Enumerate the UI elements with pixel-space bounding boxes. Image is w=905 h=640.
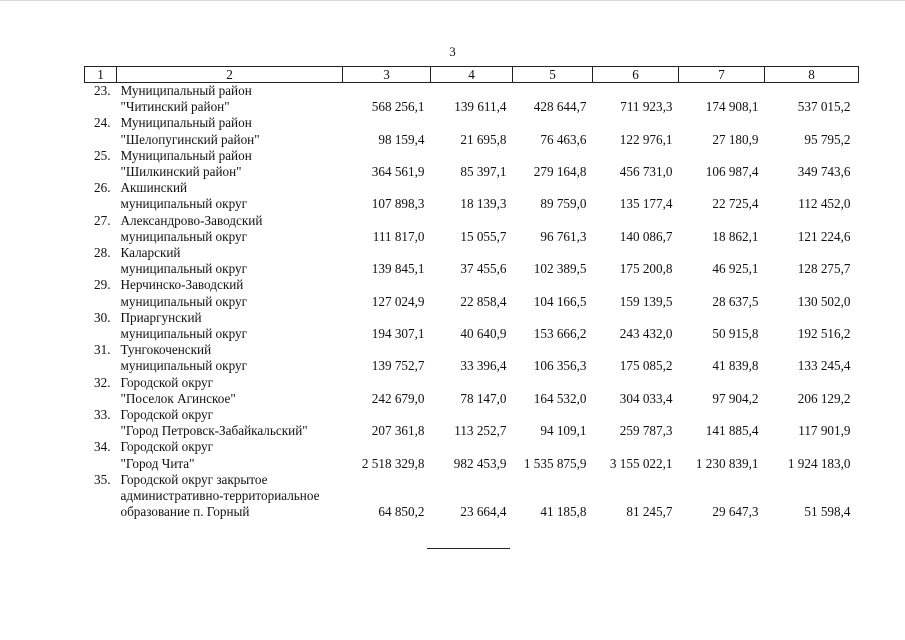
value-col-3: 111 817,0 — [372, 228, 425, 244]
value-col-3: 107 898,3 — [371, 196, 425, 212]
budget-table — [84, 66, 859, 520]
value-col-8: 133 245,4 — [797, 358, 851, 374]
municipality-name-line: муниципальный округ — [120, 261, 247, 277]
value-col-5: 104 166,5 — [533, 293, 587, 309]
value-col-6: 456 731,0 — [619, 164, 673, 180]
header-col-7: 7 — [679, 67, 765, 83]
value-col-7: 97 904,2 — [712, 390, 759, 406]
value-col-5: 279 164,8 — [533, 164, 587, 180]
header-col-4: 4 — [431, 67, 513, 83]
value-col-6: 711 923,3 — [620, 99, 673, 115]
value-col-4: 37 455,6 — [460, 261, 507, 277]
row-number: 31. — [94, 342, 111, 358]
value-col-7: 28 637,5 — [712, 293, 759, 309]
municipality-name — [117, 342, 343, 374]
end-rule-divider — [427, 548, 510, 549]
value-col-7: 27 180,9 — [712, 131, 759, 147]
value-col-5: 41 185,8 — [540, 504, 587, 520]
value-col-6: 243 432,0 — [619, 326, 673, 342]
value-col-4: 85 397,1 — [460, 164, 507, 180]
municipality-name-line: Акшинский — [120, 180, 188, 196]
value-col-3: 127 024,9 — [371, 293, 425, 309]
value-col-5: 76 463,6 — [540, 131, 587, 147]
row-number: 30. — [94, 309, 111, 325]
municipality-name-line: "Город Петровск-Забайкальский" — [120, 423, 308, 439]
municipality-name-line: Городской округ — [120, 374, 214, 390]
value-col-5: 428 644,7 — [533, 99, 587, 115]
row-number: 35. — [94, 471, 111, 487]
value-col-5: 1 535 875,9 — [523, 455, 587, 471]
row-number: 25. — [94, 147, 111, 163]
table-row — [85, 472, 859, 521]
table-row — [85, 407, 859, 439]
value-col-6: 175 200,8 — [619, 261, 673, 277]
row-number: 32. — [94, 374, 111, 390]
value-col-4: 18 139,3 — [460, 196, 507, 212]
municipality-name-line: муниципальный округ — [120, 196, 247, 212]
municipality-name-line: Городской округ — [120, 439, 214, 455]
municipality-name-line: Муниципальный район — [120, 147, 252, 163]
table-row — [85, 83, 859, 116]
value-col-7: 22 725,4 — [712, 196, 759, 212]
municipality-name-line: Городской округ — [120, 407, 214, 423]
municipality-name-line: "Читинский район" — [120, 99, 230, 115]
value-col-5: 96 761,3 — [540, 228, 587, 244]
municipality-name — [117, 148, 343, 180]
value-col-6: 81 245,7 — [626, 504, 673, 520]
value-col-5: 153 666,2 — [533, 326, 587, 342]
municipality-name-line: муниципальный округ — [120, 326, 247, 342]
value-col-6: 135 177,4 — [619, 196, 673, 212]
value-col-6: 175 085,2 — [619, 358, 673, 374]
value-col-4: 40 640,9 — [460, 326, 507, 342]
value-col-8: 95 795,2 — [804, 131, 851, 147]
row-number: 23. — [94, 83, 111, 98]
value-col-7: 46 925,1 — [712, 261, 759, 277]
value-col-8: 130 502,0 — [797, 293, 851, 309]
table-row — [85, 277, 859, 309]
municipality-name — [117, 310, 343, 342]
value-col-8: 117 901,9 — [798, 423, 851, 439]
row-number: 27. — [94, 212, 111, 228]
municipality-name-line: муниципальный округ — [120, 293, 247, 309]
municipality-name — [117, 213, 343, 245]
value-col-3: 194 307,1 — [371, 326, 425, 342]
table-header-row — [85, 67, 859, 83]
value-col-3: 64 850,2 — [378, 504, 425, 520]
value-col-4: 33 396,4 — [460, 358, 507, 374]
value-col-4: 113 252,7 — [454, 423, 507, 439]
table-row — [85, 115, 859, 147]
value-col-6: 304 033,4 — [619, 390, 673, 406]
table-row — [85, 180, 859, 212]
municipality-name — [117, 472, 343, 521]
value-col-8: 51 598,4 — [804, 504, 851, 520]
municipality-name-line: Каларский — [120, 245, 181, 261]
table-body — [85, 83, 859, 521]
value-col-3: 568 256,1 — [371, 99, 425, 115]
value-col-7: 41 839,8 — [712, 358, 759, 374]
value-col-7: 50 915,8 — [712, 326, 759, 342]
municipality-name-line: "Поселок Агинское" — [120, 390, 236, 406]
value-col-7: 174 908,1 — [705, 99, 759, 115]
value-col-7: 1 230 839,1 — [695, 455, 759, 471]
value-col-4: 21 695,8 — [460, 131, 507, 147]
table-row — [85, 245, 859, 277]
municipality-name — [117, 277, 343, 309]
value-col-5: 106 356,3 — [533, 358, 587, 374]
value-col-5: 94 109,1 — [540, 423, 587, 439]
page-number: 3 — [449, 44, 456, 59]
municipality-name-line: "Шелопугинский район" — [120, 131, 260, 147]
value-col-7: 141 885,4 — [705, 423, 759, 439]
municipality-name — [117, 407, 343, 439]
table-row — [85, 342, 859, 374]
value-col-4: 982 453,9 — [453, 455, 507, 471]
municipality-name-line: муниципальный округ — [120, 358, 247, 374]
value-col-3: 2 518 329,8 — [361, 455, 425, 471]
value-col-5: 102 389,5 — [533, 261, 587, 277]
municipality-name — [117, 375, 343, 407]
municipality-name-line: Нерчинско-Заводский — [120, 277, 244, 293]
municipality-name-line: муниципальный округ — [120, 228, 247, 244]
row-number: 24. — [94, 115, 111, 131]
value-col-8: 1 924 183,0 — [787, 455, 851, 471]
municipality-name-line: Приаргунский — [120, 309, 202, 325]
value-col-8: 121 224,6 — [797, 228, 851, 244]
municipality-name — [117, 83, 343, 116]
value-col-6: 140 086,7 — [619, 228, 673, 244]
table-row — [85, 148, 859, 180]
value-col-8: 349 743,6 — [797, 164, 851, 180]
header-col-3: 3 — [343, 67, 431, 83]
municipality-name-line: Александрово-Заводский — [120, 212, 263, 228]
table-row — [85, 375, 859, 407]
value-col-7: 29 647,3 — [712, 504, 759, 520]
value-col-4: 23 664,4 — [460, 504, 507, 520]
header-col-2: 2 — [117, 67, 343, 83]
value-col-3: 364 561,9 — [371, 164, 425, 180]
municipality-name — [117, 180, 343, 212]
value-col-4: 22 858,4 — [460, 293, 507, 309]
value-col-4: 15 055,7 — [460, 228, 507, 244]
header-col-8: 8 — [765, 67, 859, 83]
municipality-name-line: Тунгокоченский — [120, 342, 212, 358]
value-col-7: 106 987,4 — [705, 164, 759, 180]
row-number: 33. — [94, 407, 111, 423]
municipality-name — [117, 245, 343, 277]
page-top-edge — [0, 0, 905, 1]
value-col-8: 206 129,2 — [797, 390, 851, 406]
municipality-name-line: Городской округ закрытое — [120, 471, 268, 487]
value-col-8: 112 452,0 — [798, 196, 851, 212]
municipality-name-line: "Шилкинский район" — [120, 164, 242, 180]
value-col-4: 139 611,4 — [454, 99, 507, 115]
value-col-6: 3 155 022,1 — [609, 455, 673, 471]
municipality-name-line: Муниципальный район — [120, 115, 252, 131]
value-col-6: 122 976,1 — [619, 131, 673, 147]
value-col-8: 537 015,2 — [797, 99, 851, 115]
row-number: 26. — [94, 180, 111, 196]
value-col-5: 89 759,0 — [540, 196, 587, 212]
value-col-3: 98 159,4 — [378, 131, 425, 147]
value-col-3: 242 679,0 — [371, 390, 425, 406]
value-col-4: 78 147,0 — [460, 390, 507, 406]
municipality-name-line: "Город Чита" — [120, 455, 195, 471]
row-number: 34. — [94, 439, 111, 455]
municipality-name-line: административно-территориальное — [120, 488, 320, 504]
value-col-6: 259 787,3 — [619, 423, 673, 439]
value-col-7: 18 862,1 — [712, 228, 759, 244]
municipality-name — [117, 115, 343, 147]
value-col-3: 139 752,7 — [371, 358, 425, 374]
table-row — [85, 213, 859, 245]
value-col-6: 159 139,5 — [619, 293, 673, 309]
municipality-name — [117, 439, 343, 471]
table-row — [85, 310, 859, 342]
row-number: 28. — [94, 245, 111, 261]
value-col-5: 164 532,0 — [533, 390, 587, 406]
row-number: 29. — [94, 277, 111, 293]
value-col-8: 192 516,2 — [797, 326, 851, 342]
municipality-name-line: образование п. Горный — [120, 504, 250, 520]
header-col-6: 6 — [593, 67, 679, 83]
header-col-5: 5 — [513, 67, 593, 83]
header-col-1: 1 — [85, 67, 117, 83]
municipality-name-line: Муниципальный район — [120, 83, 252, 98]
value-col-3: 207 361,8 — [371, 423, 425, 439]
table-header — [85, 67, 859, 83]
value-col-3: 139 845,1 — [371, 261, 425, 277]
value-col-8: 128 275,7 — [797, 261, 851, 277]
table-row — [85, 439, 859, 471]
